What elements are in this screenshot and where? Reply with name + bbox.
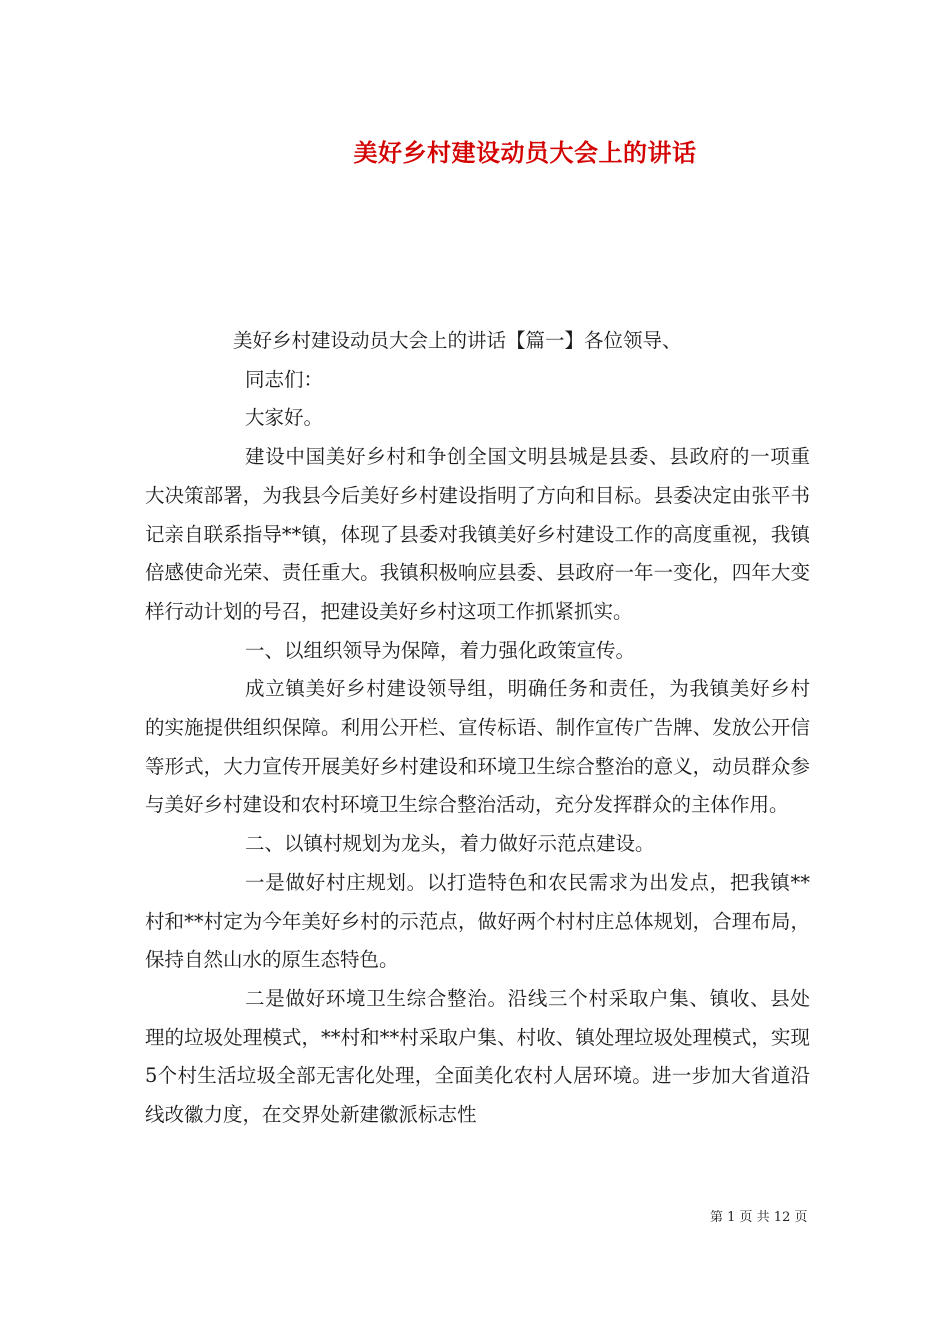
paragraph-opening: 美好乡村建设动员大会上的讲话【篇一】各位领导、 (233, 329, 682, 352)
paragraph-village-planning: 一是做好村庄规划。以打造特色和农民需求为出发点，把我镇**村和**村定为今年美好乡村的示范点，做好两个村村庄总体规划，合理布局，保持自然山水的原生态特色。 (145, 870, 810, 972)
paragraph-hello: 大家好。 (245, 406, 324, 430)
section-heading-one: 一、以组织领导为保障，着力强化政策宣传。 (245, 638, 636, 662)
page-footer (710, 1206, 807, 1225)
paragraph-section-one: 成立镇美好乡村建设领导组，明确任务和责任，为我镇美好乡村的实施提供组织保障。利用公开栏、宣传标语、制作宣传广告牌、发放公开信等形式，大力宣传开展美好乡村建设和环境卫生综合整治的意义，动员群众参与美好乡村建设和农村环境卫生综合整治活动，充分发挥群众的主体作用。 (145, 677, 810, 817)
paragraph-environment: 二是做好环境卫生综合整治。沿线三个村采取户集、镇收、县处理的垃圾处理模式，**村和**村采取户集、村收、镇处理垃圾处理模式，实现5个村生活垃圾全部无害化处理，全面美化农村人居环境。进一步加大省道沿线改徽力度，在交界处新建徽派标志性 (145, 986, 810, 1127)
paragraph-intro: 建设中国美好乡村和争创全国文明县城是县委、县政府的一项重大决策部署，为我县今后美好乡村建设指明了方向和目标。县委决定由张平书记亲自联系指导**镇，体现了县委对我镇美好乡村建设工作的高度重视，我镇倍感使命光荣、责任重大。我镇积极响应县委、县政府一年一变化，四年大变样行动计划的号召，把建设美好乡村这项工作抓紧抓实。 (145, 445, 810, 623)
section-heading-two: 二、以镇村规划为龙头，着力做好示范点建设。 (245, 832, 655, 856)
document-title: 美好乡村建设动员大会上的讲话 (353, 138, 697, 167)
paragraph-greeting: 同志们： (245, 367, 324, 391)
document-body (145, 322, 810, 1135)
page-number: 第 1 页 共 12 页 (710, 1210, 808, 1225)
